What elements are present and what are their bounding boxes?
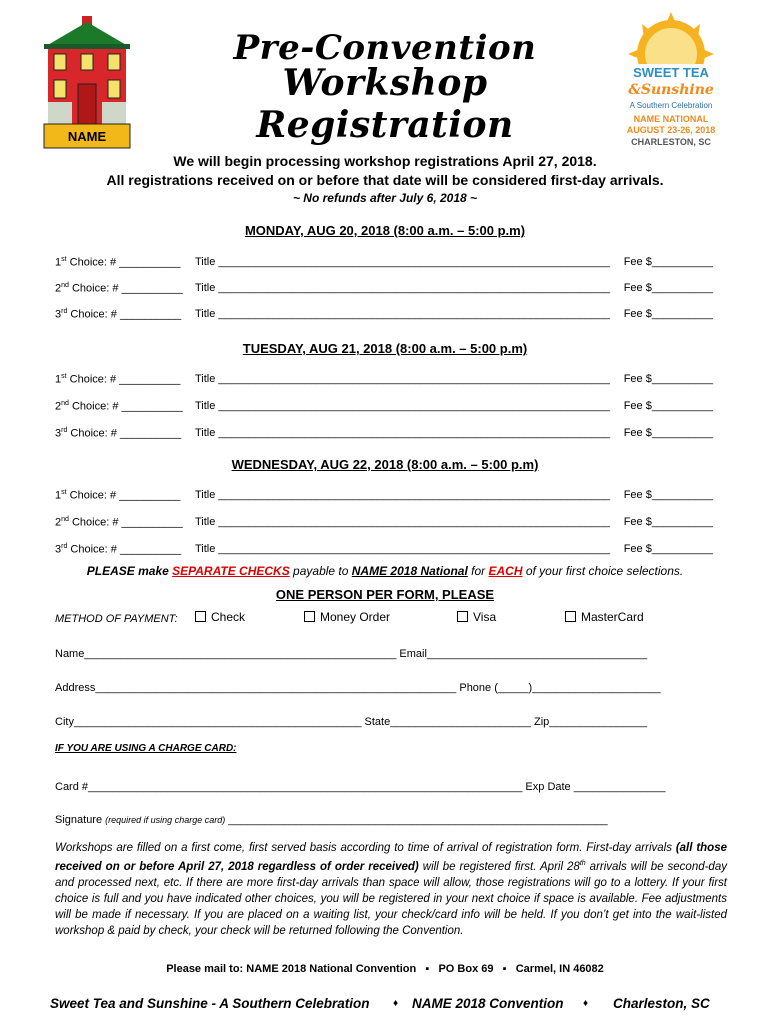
intro-line2: All registrations received on or before that date will be considered first-day arrivals. [106,172,664,188]
fee-field[interactable]: Fee $__________ [623,489,713,501]
choice-ordinal: 2 [55,282,62,295]
checkbox-icon[interactable] [304,611,315,622]
card-number-field[interactable]: Card #_______________________________________________________________________ Exp Date _______________ [55,781,666,793]
logo-line3: A Southern Celebration [629,101,713,110]
form-title-line1: Pre-Convention [233,28,537,68]
fee-field[interactable]: Fee $__________ [623,282,713,294]
policy-text: Workshops are filled on a first come, first served basis according to time of arrival of registration form. First-day arrivals [55,842,676,854]
checks-text: for [467,564,489,578]
footer [50,996,720,1011]
checks-text: payable to [289,564,352,578]
sweet-tea-logo [622,12,720,152]
choice-ordinal: 3 [55,308,62,321]
fee-field[interactable]: Fee $__________ [623,373,713,385]
choice-number-field[interactable]: Choice: # __________ [68,516,183,529]
fee-field[interactable]: Fee $__________ [623,427,713,439]
diamond-icon: ♦ [393,998,399,1009]
ordinal-suffix: th [579,860,586,867]
payment-option-mastercard[interactable] [565,610,644,624]
ordinal-suffix: st [61,256,67,263]
payment-option-label: Money Order [320,610,391,624]
policy-emphasis: (all those received on or before April 27, 2018 regardless of order received) [55,842,727,873]
house-icon [42,14,132,150]
footer-location: Charleston, SC [613,996,710,1011]
workshop-title-field[interactable]: Title ________________________________________________________________ [195,516,610,528]
logo-line2: &Sunshine [628,82,714,98]
name-email-fields[interactable]: Name___________________________________________________ Email____________________________________ [55,648,648,660]
logo-line6: CHARLESTON, SC [631,137,711,147]
footer-convention: NAME 2018 Convention [412,996,564,1011]
ordinal-suffix: rd [61,543,68,550]
payment-option-label: Check [211,610,246,624]
workshop-title-field[interactable]: Title ________________________________________________________________ [195,427,610,439]
choice-number-field[interactable]: Choice: # __________ [67,308,182,321]
city-state-zip-fields[interactable]: City_______________________________________________ State_______________________ Zip________________ [55,716,648,728]
workshop-title-field[interactable]: Title ________________________________________________________________ [195,489,610,501]
ordinal-suffix: rd [61,308,68,315]
choice-ordinal: 1 [55,256,62,269]
one-person-notice: ONE PERSON PER FORM, PLEASE [275,587,495,602]
policy-paragraph [55,840,727,939]
choice-ordinal: 3 [55,427,62,440]
separate-checks-emphasis: SEPARATE CHECKS [172,564,290,578]
fee-field[interactable]: Fee $__________ [623,308,713,320]
payment-option-visa[interactable] [457,610,496,624]
choice-ordinal: 3 [55,543,62,556]
checks-text: of your first choice selections. [522,564,684,578]
mailing-address [0,963,770,975]
checkbox-icon[interactable] [457,611,468,622]
ordinal-suffix: nd [61,516,69,523]
checkbox-icon[interactable] [565,611,576,622]
separate-checks-note [0,564,770,578]
workshop-title-field[interactable]: Title ________________________________________________________________ [195,282,610,294]
form-title-line2: Workshop Registration [256,62,514,146]
mail-text: Please mail to: NAME 2018 National Convention [166,963,417,975]
fee-field[interactable]: Fee $__________ [623,516,713,528]
address-phone-fields[interactable]: Address___________________________________________________________ Phone (_____)_____________________ [55,682,661,694]
choice-number-field[interactable]: Choice: # __________ [66,489,181,502]
choice-number-field[interactable]: Choice: # __________ [67,427,182,440]
ordinal-suffix: nd [61,400,69,407]
ordinal-suffix: st [61,373,67,380]
checks-text: PLEASE make [86,564,173,578]
mail-text: Carmel, IN 46082 [515,963,604,975]
left-logo-text: NAME [67,129,107,144]
diamond-icon: ♦ [583,998,589,1009]
logo-line4: NAME NATIONAL [633,114,709,124]
workshop-title-field[interactable]: Title ________________________________________________________________ [195,543,610,555]
intro-line3: ~ No refunds after July 6, 2018 ~ [292,191,478,205]
payment-method-label: METHOD OF PAYMENT: [55,613,178,625]
charge-card-heading: IF YOU ARE USING A CHARGE CARD: [55,743,237,754]
each-emphasis: EACH [488,564,523,578]
ordinal-suffix: st [61,489,67,496]
fee-field[interactable]: Fee $__________ [623,256,713,268]
name-house-logo [42,14,132,150]
payee-name: NAME 2018 National [351,564,468,578]
day-heading: MONDAY, AUG 20, 2018 (8:00 a.m. – 5:00 p.m) [244,223,526,238]
footer-event: Sweet Tea and Sunshine - A Southern Celebration [50,996,370,1011]
checkbox-icon[interactable] [195,611,206,622]
choice-number-field[interactable]: Choice: # __________ [68,282,183,295]
choice-ordinal: 1 [55,373,62,386]
logo-line5: AUGUST 23-26, 2018 [626,125,716,135]
day-heading: WEDNESDAY, AUG 22, 2018 (8:00 a.m. – 5:00 p.m) [231,457,539,472]
workshop-title-field[interactable]: Title ________________________________________________________________ [195,308,610,320]
choice-ordinal: 2 [55,516,62,529]
choice-ordinal: 2 [55,400,62,413]
fee-field[interactable]: Fee $__________ [623,400,713,412]
choice-number-field[interactable]: Choice: # __________ [67,543,182,556]
bullet-icon: ▪ [425,963,430,975]
signature-label: Signature [55,814,106,826]
logo-line1: SWEET TEA [633,65,709,80]
choice-number-field[interactable]: Choice: # __________ [66,256,181,269]
signature-field[interactable] [55,814,608,826]
payment-option-label: Visa [473,610,497,624]
signature-note: (required if using charge card) [105,815,226,825]
payment-option-money-order[interactable] [304,610,390,624]
bullet-icon: ▪ [502,963,507,975]
workshop-title-field[interactable]: Title ________________________________________________________________ [195,373,610,385]
payment-option-check[interactable] [195,610,245,624]
signature-line[interactable]: ______________________________________________________________ [225,814,608,826]
fee-field[interactable]: Fee $__________ [623,543,713,555]
mail-text: PO Box 69 [438,963,494,975]
policy-text: will be registered first. April 28 [418,860,580,873]
choice-number-field[interactable]: Choice: # __________ [66,373,181,386]
workshop-title-field[interactable]: Title ________________________________________________________________ [195,400,610,412]
policy-text: arrivals will be second-day and processed next, etc. If there are more first-day arrivals than space will allow, those registrations will go to a lottery. If your first choice is full and you have indicated other choices, you will be registered in your next choice if space is available. Fee adjustments will be made if necessary. If you are placed on a waiting list, your check/card info will be held. If you don’t get into the wait-listed workshop & paid by check, your check will be returned following the Convention. [55,860,727,937]
choice-number-field[interactable]: Choice: # __________ [68,400,183,413]
ordinal-suffix: nd [61,282,69,289]
payment-option-label: MasterCard [581,610,644,624]
workshop-title-field[interactable]: Title ________________________________________________________________ [195,256,610,268]
intro-line1: We will begin processing workshop registrations April 27, 2018. [173,153,597,169]
day-heading: TUESDAY, AUG 21, 2018 (8:00 a.m. – 5:00 p.m) [242,341,528,356]
choice-ordinal: 1 [55,489,62,502]
ordinal-suffix: rd [61,427,68,434]
